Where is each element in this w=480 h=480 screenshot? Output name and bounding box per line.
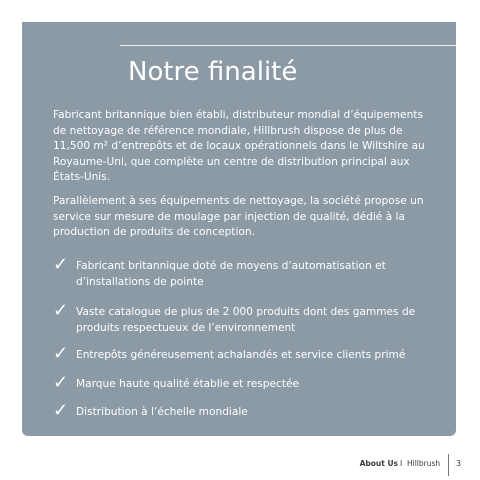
- list-item-text: Entrepôts généreusement achalandés et service clients primé: [76, 349, 406, 361]
- footer-brand: [400, 457, 440, 471]
- page-footer: [0, 457, 480, 471]
- list-item-text: Vaste catalogue de plus de 2 000 produits dont des gammes de produits respectueux de l’environnement: [76, 306, 416, 334]
- list-item-text: Distribution à l’échelle mondiale: [76, 406, 248, 418]
- page-number: 3: [456, 459, 462, 468]
- list-item-text: Fabricant britannique doté de moyens d’automatisation et d’installations de pointe: [76, 260, 386, 288]
- services-paragraph: Parallèlement à ses équipements de nettoyage, la société propose un service sur mesure de moulage par injection de qualité, dédié à la production de produits de conception.: [53, 195, 424, 238]
- list-item-text: Marque haute qualité établie et respectée: [76, 378, 300, 390]
- title-rule: [120, 45, 456, 46]
- page-title: Notre finalité: [128, 57, 298, 87]
- footer-brand-name: Hillbrush: [407, 459, 441, 468]
- check-icon: ✓: [53, 400, 69, 421]
- check-icon: ✓: [53, 254, 69, 275]
- footer-divider: [448, 454, 449, 476]
- check-icon: ✓: [53, 343, 69, 364]
- check-icon: ✓: [53, 300, 69, 321]
- footer-section: About Us: [359, 459, 398, 468]
- footer-separator: I: [400, 459, 403, 468]
- check-icon: ✓: [53, 372, 69, 393]
- intro-paragraph: Fabricant britannique bien établi, distributeur mondial d’équipements de nettoyage de référence mondiale, Hillbrush dispose de plus de 11,500 m² d’entrepôts et de locaux opérationnels dans le Wiltshire au Royaume-Uni, que complète un centre de distribution principal aux États-Unis.: [53, 109, 425, 183]
